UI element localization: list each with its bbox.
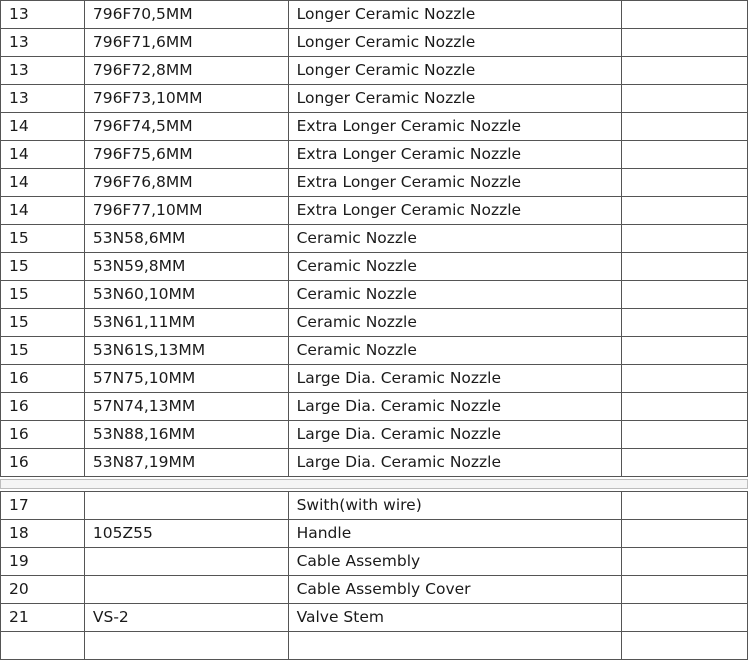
- part-number-cell: 13: [1, 1, 85, 29]
- part-code-cell: 105Z55: [84, 520, 288, 548]
- notes-cell: [622, 85, 748, 113]
- description-cell: Extra Longer Ceramic Nozzle: [288, 169, 622, 197]
- part-number-cell: 15: [1, 253, 85, 281]
- description-cell: Large Dia. Ceramic Nozzle: [288, 365, 622, 393]
- part-number-cell: 15: [1, 337, 85, 365]
- part-code-cell: 796F72,8MM: [84, 57, 288, 85]
- table-row: [1, 337, 748, 365]
- notes-cell: [622, 225, 748, 253]
- part-code-cell: 53N87,19MM: [84, 449, 288, 477]
- part-number-cell: 16: [1, 393, 85, 421]
- table-row: [1, 113, 748, 141]
- notes-cell: [622, 576, 748, 604]
- table-row: [1, 492, 748, 520]
- description-cell: Swith(with wire): [288, 492, 622, 520]
- part-number-cell: 19: [1, 548, 85, 576]
- part-code-cell: 53N58,6MM: [84, 225, 288, 253]
- description-cell: Longer Ceramic Nozzle: [288, 29, 622, 57]
- description-cell: Cable Assembly Cover: [288, 576, 622, 604]
- description-cell: Large Dia. Ceramic Nozzle: [288, 449, 622, 477]
- notes-cell: [622, 197, 748, 225]
- table-row: [1, 225, 748, 253]
- table-row: [1, 1, 748, 29]
- notes-cell: [622, 492, 748, 520]
- table-row: [1, 576, 748, 604]
- part-code-cell: 53N61,11MM: [84, 309, 288, 337]
- notes-cell: [622, 253, 748, 281]
- table-row: [1, 449, 748, 477]
- part-code-cell: VS-2: [84, 604, 288, 632]
- table-row: [1, 393, 748, 421]
- notes-cell: [622, 29, 748, 57]
- notes-cell: [622, 1, 748, 29]
- notes-cell: [622, 365, 748, 393]
- part-number-cell: 13: [1, 57, 85, 85]
- part-number-cell: 17: [1, 492, 85, 520]
- notes-cell: [622, 449, 748, 477]
- part-code-cell: 53N60,10MM: [84, 281, 288, 309]
- table-row: [1, 29, 748, 57]
- table-row: [1, 548, 748, 576]
- part-number-cell: 16: [1, 365, 85, 393]
- table-row: [1, 253, 748, 281]
- notes-cell: [622, 281, 748, 309]
- table-row: [1, 197, 748, 225]
- part-code-cell: 57N75,10MM: [84, 365, 288, 393]
- part-code-cell: 57N74,13MM: [84, 393, 288, 421]
- part-code-cell: 796F74,5MM: [84, 113, 288, 141]
- notes-cell: [622, 548, 748, 576]
- part-number-cell: [1, 632, 85, 660]
- notes-cell: [622, 57, 748, 85]
- part-number-cell: 15: [1, 309, 85, 337]
- description-cell: Extra Longer Ceramic Nozzle: [288, 197, 622, 225]
- table-row: [1, 632, 748, 660]
- part-code-cell: 53N59,8MM: [84, 253, 288, 281]
- table-row: [1, 309, 748, 337]
- part-number-cell: 14: [1, 141, 85, 169]
- table-row: [1, 421, 748, 449]
- table-row: [1, 281, 748, 309]
- part-code-cell: [84, 548, 288, 576]
- table-row: [1, 520, 748, 548]
- part-number-cell: 21: [1, 604, 85, 632]
- part-code-cell: 53N61S,13MM: [84, 337, 288, 365]
- description-cell: Ceramic Nozzle: [288, 253, 622, 281]
- notes-cell: [622, 632, 748, 660]
- description-cell: Cable Assembly: [288, 548, 622, 576]
- part-number-cell: 15: [1, 281, 85, 309]
- part-code-cell: 796F70,5MM: [84, 1, 288, 29]
- notes-cell: [622, 520, 748, 548]
- notes-cell: [622, 393, 748, 421]
- part-code-cell: [84, 576, 288, 604]
- part-number-cell: 14: [1, 113, 85, 141]
- table-row: [1, 169, 748, 197]
- notes-cell: [622, 141, 748, 169]
- description-cell: Handle: [288, 520, 622, 548]
- table-row: [1, 365, 748, 393]
- table-row: [1, 604, 748, 632]
- part-code-cell: 796F73,10MM: [84, 85, 288, 113]
- part-code-cell: 796F75,6MM: [84, 141, 288, 169]
- description-cell: Extra Longer Ceramic Nozzle: [288, 113, 622, 141]
- parts-table-bottom: [0, 491, 748, 660]
- description-cell: Ceramic Nozzle: [288, 281, 622, 309]
- part-code-cell: [84, 492, 288, 520]
- part-number-cell: 15: [1, 225, 85, 253]
- part-number-cell: 20: [1, 576, 85, 604]
- notes-cell: [622, 337, 748, 365]
- table-row: [1, 57, 748, 85]
- notes-cell: [622, 421, 748, 449]
- description-cell: Large Dia. Ceramic Nozzle: [288, 393, 622, 421]
- description-cell: Extra Longer Ceramic Nozzle: [288, 141, 622, 169]
- description-cell: Ceramic Nozzle: [288, 225, 622, 253]
- description-cell: Longer Ceramic Nozzle: [288, 1, 622, 29]
- notes-cell: [622, 113, 748, 141]
- part-code-cell: 796F77,10MM: [84, 197, 288, 225]
- table-row: [1, 141, 748, 169]
- description-cell: Longer Ceramic Nozzle: [288, 85, 622, 113]
- part-number-cell: 16: [1, 449, 85, 477]
- description-cell: Large Dia. Ceramic Nozzle: [288, 421, 622, 449]
- description-cell: Longer Ceramic Nozzle: [288, 57, 622, 85]
- part-number-cell: 16: [1, 421, 85, 449]
- description-cell: Valve Stem: [288, 604, 622, 632]
- part-code-cell: 796F76,8MM: [84, 169, 288, 197]
- description-cell: Ceramic Nozzle: [288, 337, 622, 365]
- notes-cell: [622, 604, 748, 632]
- part-number-cell: 13: [1, 85, 85, 113]
- part-number-cell: 18: [1, 520, 85, 548]
- description-cell: Ceramic Nozzle: [288, 309, 622, 337]
- part-code-cell: [84, 632, 288, 660]
- description-cell: [288, 632, 622, 660]
- table-row: [1, 85, 748, 113]
- part-number-cell: 14: [1, 197, 85, 225]
- part-number-cell: 13: [1, 29, 85, 57]
- notes-cell: [622, 169, 748, 197]
- part-code-cell: 796F71,6MM: [84, 29, 288, 57]
- part-number-cell: 14: [1, 169, 85, 197]
- part-code-cell: 53N88,16MM: [84, 421, 288, 449]
- table-separator: [0, 479, 748, 489]
- notes-cell: [622, 309, 748, 337]
